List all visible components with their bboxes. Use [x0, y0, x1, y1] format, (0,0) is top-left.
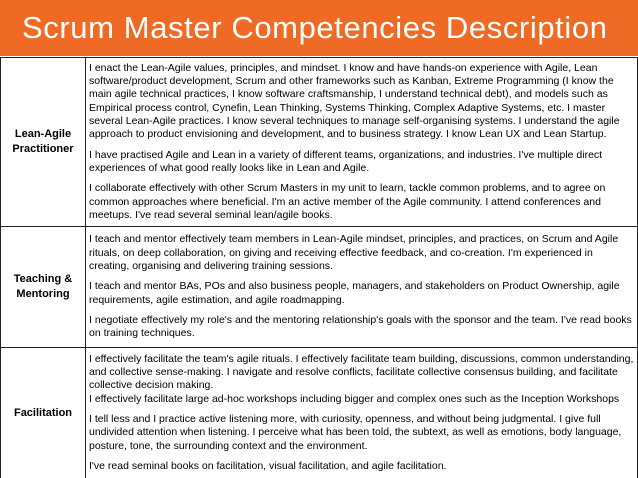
title-bar [0, 0, 638, 56]
slide-title: Scrum Master Competencies Description [22, 10, 608, 45]
description-paragraph: I tell less and I practice active listening more, with curiosity, openness, and without being judgmental. I give full undivided attention when listening. I perceive what has been told, the subtext, as well as emotions, body language, posture, tone, the surrounding context and the environment. [89, 413, 622, 452]
table-row [1, 227, 638, 348]
row-label-cell [1, 227, 86, 348]
row-label-cell [1, 348, 86, 478]
description-paragraph: I enact the Lean-Agile values, principles, and mindset. I know and have hands-on experience with Agile, Lean software/product development, Scrum and other frameworks such as Kanban, Extreme Programming (I know the main agile technical practices, I know software craftsmanship, I understand technical debt), and models such as Empirical process control, Cynefin, Lean Thinking, Systems Thinking, Complex Adaptive Systems, etc. I master several Lean-Agile practices. I know several techniques to manage self-organising systems. I understand the agile approach to product envisioning and development, and to business strategy. I know Lean UX and Lean Startup. [89, 61, 620, 141]
description-paragraph: I collaborate effectively with other Scrum Masters in my unit to learn, tackle common problems, and to agree on common approaches where beneficial. I'm an active member of the Agile community. I attend conferences and meetups. I've read several seminal lean/agile books. [89, 182, 606, 221]
row-description-cell [86, 58, 638, 227]
description-paragraph: I negotiate effectively my role's and the mentoring relationship's goals with the sponsor and the team. I've read books on training techniques. [89, 313, 632, 340]
row-description-cell [86, 348, 638, 478]
description-paragraph: I've read seminal books on facilitation, visual facilitation, and agile facilitation. [89, 459, 447, 472]
description-paragraph: I have practised Agile and Lean in a variety of different teams, organizations, and industries. I've multiple direct experiences of what good really looks like in Lean and Agile. [89, 148, 603, 174]
competency-label: Facilitation [13, 406, 73, 419]
competency-label: Teaching & Mentoring [13, 273, 73, 300]
description-paragraph: I teach and mentor effectively team members in Lean-Agile mindset, principles, and practices, on Scrum and Agile rituals, on deep collaboration, on giving and receiving effective feedback, and co-creation. I'm experienced in creating, organising and delivering training sessions. [89, 233, 619, 273]
description-paragraph: I effectively facilitate the team's agile rituals. I effectively facilitate team building, discussions, common understanding, and collective sense-making. I navigate and resolve conflicts, facilitate collective consensus building, and facilitate collective decision making. [89, 352, 634, 392]
table-row [1, 58, 638, 227]
description-paragraph: I effectively facilitate large ad-hoc workshops including bigger and complex ones such as the Inception Workshops [89, 392, 620, 405]
competencies-table [0, 57, 638, 478]
row-label-cell [1, 58, 86, 227]
row-description-cell [86, 227, 638, 348]
table-row [1, 348, 638, 478]
competency-label: Lean-Agile Practitioner [12, 128, 74, 155]
description-paragraph: I teach and mentor BAs, POs and also business people, managers, and stakeholders on Product Ownership, agile requirements, agile estimation, and agile roadmapping. [89, 280, 620, 306]
